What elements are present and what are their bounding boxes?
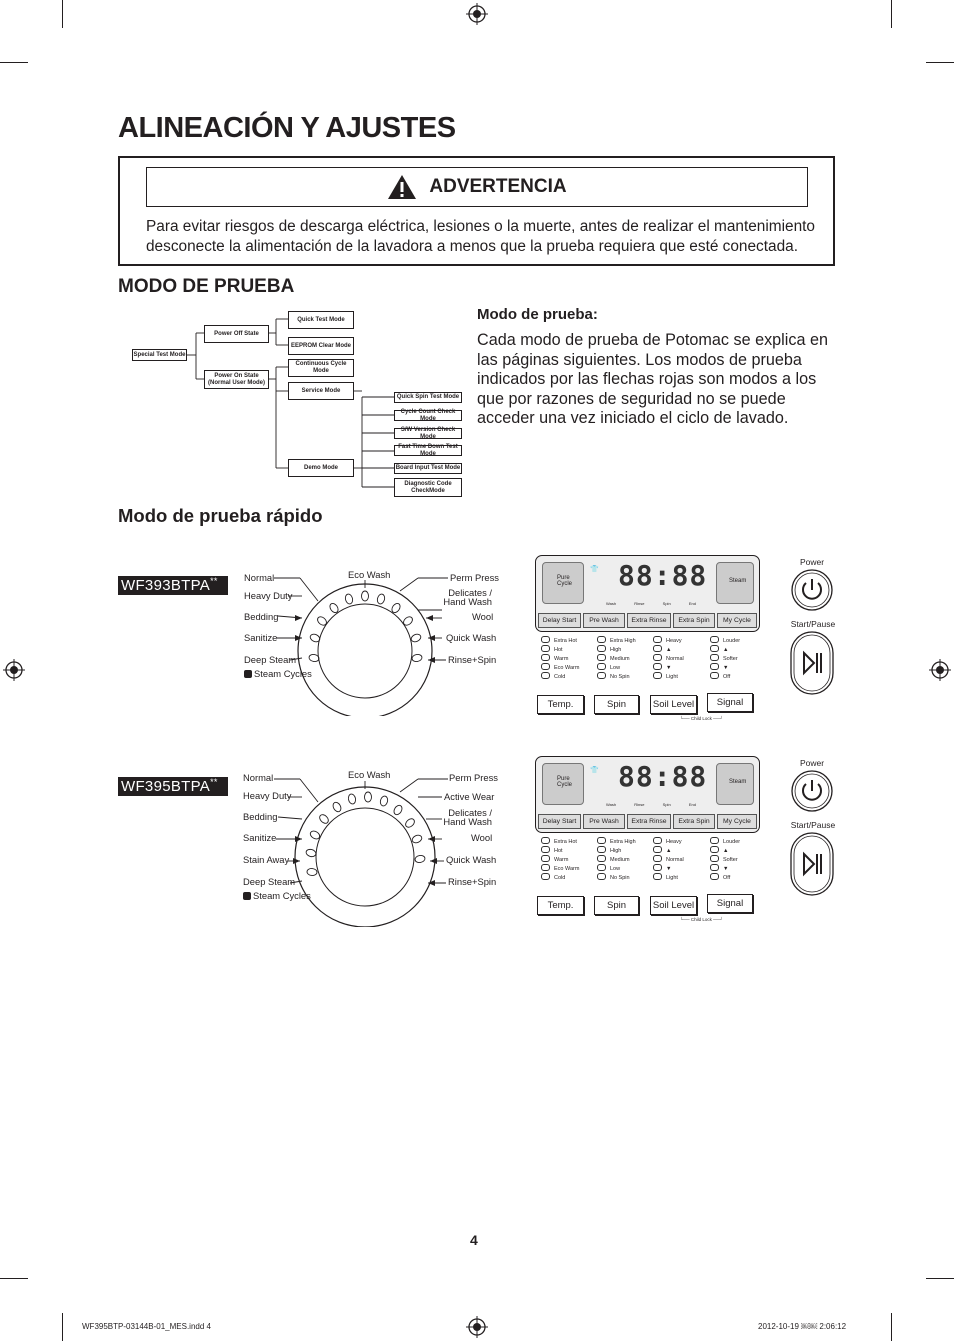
flow-cycle-count-check-mode: Cycle Count Check Mode: [394, 410, 462, 421]
cycle-label: Rinse+Spin: [448, 654, 497, 665]
option-label: ▲: [723, 848, 729, 854]
steam-icon: [243, 892, 251, 900]
signal-button[interactable]: Signal: [707, 693, 753, 712]
delay-start-button[interactable]: Delay Start: [538, 613, 581, 628]
warning-text: Para evitar riesgos de descarga eléctrica, lesiones o la muerte, antes de realizar el mantenimiento desconecte la alimentación de la lavadora a menos que la prueba requiera que esté conectada.: [146, 218, 815, 255]
option-label: ▲: [723, 647, 729, 653]
cycle-label: Normal: [244, 572, 275, 583]
extra-spin-button[interactable]: Extra Spin: [673, 814, 715, 829]
model-badge: [118, 576, 228, 595]
flow-board-input-test-mode: Board Input Test Mode: [394, 463, 462, 474]
cycle-label: Eco Wash: [348, 569, 391, 580]
option-label: Heavy: [666, 839, 682, 845]
child-lock-text: Child Lock: [690, 917, 712, 922]
option-label: ▼: [723, 866, 729, 872]
option-soil: [653, 837, 684, 882]
cycle-label: Delicates / Hand Wash: [443, 807, 492, 827]
cycle-label: Sanitize: [243, 832, 277, 843]
control-panel: [535, 555, 760, 632]
footer-date: 2012-10-19 ￼￼ 2:06:12: [758, 1322, 847, 1331]
signal-button[interactable]: Signal: [707, 894, 753, 913]
pure-cycle-button[interactable]: [542, 562, 584, 604]
stage-label: Rinse: [634, 601, 645, 606]
option-label: Heavy: [666, 638, 682, 644]
cycle-label: Normal: [243, 772, 274, 783]
registration-mark-icon: [466, 1316, 488, 1338]
cycle-label: Heavy Duty: [244, 590, 293, 601]
cycle-label: Stain Away: [243, 854, 290, 865]
footer-file: WF395BTP-03144B-01_MES.indd 4: [82, 1322, 211, 1331]
cycle-label: Perm Press: [449, 772, 498, 783]
crop-mark: [891, 0, 892, 28]
option-label: Normal: [666, 857, 684, 863]
option-label: ▼: [666, 665, 672, 671]
stage-label: Spin: [662, 802, 671, 807]
stage-indicator: [606, 601, 696, 606]
stage-label: Wash: [606, 802, 617, 807]
flow-eeprom-clear-mode: EEPROM Clear Mode: [288, 337, 354, 355]
steam-cycles-label: [243, 891, 311, 901]
option-label: Off: [723, 674, 731, 680]
flow-sw-version-check-mode: S/W Version Check Mode: [394, 428, 462, 439]
cycle-label: Deep Steam: [244, 654, 297, 665]
model-badge: [118, 777, 228, 796]
temp-button[interactable]: Temp.: [537, 896, 584, 915]
option-label: Hot: [554, 848, 563, 854]
pre-wash-button[interactable]: Pre Wash: [583, 613, 625, 628]
extra-spin-button[interactable]: Extra Spin: [673, 613, 715, 628]
cycle-label: Quick Wash: [446, 632, 497, 643]
option-label: ▼: [723, 665, 729, 671]
option-spin: [597, 837, 636, 882]
option-label: Medium: [610, 656, 630, 662]
crop-mark: [926, 62, 954, 63]
option-label: Warm: [554, 857, 569, 863]
option-label: Light: [666, 875, 678, 881]
power-button[interactable]: [790, 769, 834, 813]
stage-label: End: [688, 802, 696, 807]
page-title: ALINEACIÓN Y AJUSTES: [118, 112, 456, 144]
option-temp: [541, 636, 579, 681]
cycle-label: Sanitize: [244, 632, 278, 643]
pre-wash-button[interactable]: Pre Wash: [583, 814, 625, 829]
option-label: Medium: [610, 857, 630, 863]
option-label: Extra Hot: [554, 839, 577, 845]
registration-mark-icon: [466, 3, 488, 25]
description-text: Cada modo de prueba de Potomac se explica en las páginas siguientes. Los modos de prueba indicados por las flechas rojas son modos a los que por razones de seguridad no se puede acceder una vez iniciado el ciclo de lavado.: [477, 331, 828, 428]
stage-label: Wash: [606, 601, 617, 606]
option-label: Extra High: [610, 839, 636, 845]
steam-button[interactable]: [716, 562, 754, 604]
option-soil: [653, 636, 684, 681]
model-name: WF395BTPA: [121, 778, 211, 795]
option-signal: [710, 636, 740, 681]
cycle-label: Delicates / Hand Wash: [443, 587, 492, 607]
control-panel: [535, 756, 760, 833]
cycle-label: Rinse+Spin: [448, 876, 497, 887]
page-number: 4: [470, 1232, 478, 1248]
start-pause-button[interactable]: [790, 631, 834, 695]
crop-mark: [0, 1278, 28, 1279]
option-label: ▲: [666, 848, 672, 854]
steam-button[interactable]: [716, 763, 754, 805]
child-lock-text: Child Lock: [690, 716, 712, 721]
section-title-test-mode: MODO DE PRUEBA: [118, 276, 295, 297]
option-label: Louder: [723, 638, 741, 644]
option-label: No Spin: [610, 875, 630, 881]
option-label: Louder: [723, 839, 741, 845]
flow-power-off-state: Power Off State: [204, 325, 269, 343]
steam-cycles-text: Steam Cycles: [254, 668, 312, 679]
option-label: Cold: [554, 674, 566, 680]
soil-level-button[interactable]: Soil Level: [650, 896, 697, 915]
soil-level-button[interactable]: Soil Level: [650, 695, 697, 714]
option-label: Eco Warm: [554, 665, 580, 671]
option-label: Hot: [554, 647, 563, 653]
spin-button[interactable]: Spin: [594, 896, 639, 915]
cycle-label: Wool: [472, 611, 494, 622]
power-label: Power: [799, 758, 825, 768]
model-suffix: **: [210, 777, 218, 787]
option-label: Low: [610, 665, 621, 671]
steam-label: Steam: [729, 779, 747, 785]
option-label: High: [610, 647, 622, 653]
flow-demo-mode: Demo Mode: [288, 459, 354, 477]
registration-mark-icon: [929, 659, 951, 681]
my-cycle-button[interactable]: My Cycle: [717, 613, 757, 628]
option-label: Extra High: [610, 638, 636, 644]
child-lock-label: └── Child Lock ──┘: [680, 917, 723, 922]
option-label: No Spin: [610, 674, 630, 680]
cycle-label: Bedding: [244, 611, 279, 622]
warning-triangle-icon: [387, 174, 417, 200]
pure-cycle-label: Pure Cycle: [557, 575, 573, 587]
section-title-quick-test: Modo de prueba rápido: [118, 505, 323, 526]
option-label: Cold: [554, 875, 566, 881]
stage-label: Rinse: [634, 802, 645, 807]
shirt-icon: 👕: [590, 766, 599, 774]
option-label: Normal: [666, 656, 684, 662]
steam-icon: [244, 670, 252, 678]
description-title: Modo de prueba:: [477, 306, 598, 323]
option-label: ▼: [666, 866, 672, 872]
crop-mark: [926, 1278, 954, 1279]
flow-diagnostic-code-check-mode: Diagnostic Code CheckMode: [394, 478, 462, 497]
option-label: Softer: [723, 656, 738, 662]
steam-label: Steam: [729, 578, 747, 584]
option-label: Extra Hot: [554, 638, 577, 644]
flow-continuous-cycle-mode: Continuous Cycle Mode: [288, 359, 354, 377]
extra-rinse-button[interactable]: Extra Rinse: [627, 613, 671, 628]
model-name: WF393BTPA: [121, 577, 211, 594]
warning-header: [146, 167, 808, 207]
option-signal: [710, 837, 740, 882]
flow-service-mode: Service Mode: [288, 382, 354, 400]
option-label: High: [610, 848, 622, 854]
flow-power-on-state: Power On State (Normal User Mode): [204, 370, 269, 389]
pure-cycle-button[interactable]: [542, 763, 584, 805]
cycle-label: Eco Wash: [348, 769, 391, 780]
cycle-label: Wool: [471, 832, 493, 843]
steam-cycles-text: Steam Cycles: [253, 890, 311, 901]
pure-cycle-label: Pure Cycle: [557, 776, 573, 788]
time-display: 88:88: [618, 559, 708, 592]
option-label: ▲: [666, 647, 672, 653]
option-label: Softer: [723, 857, 738, 863]
flow-special-test-mode: Special Test Mode: [132, 349, 187, 361]
option-temp: [541, 837, 579, 882]
option-label: Eco Warm: [554, 866, 580, 872]
flow-quick-test-mode: Quick Test Mode: [288, 311, 354, 329]
spin-button[interactable]: Spin: [594, 695, 639, 714]
cycle-label: Deep Steam: [243, 876, 296, 887]
model-suffix: **: [210, 576, 218, 586]
crop-mark: [62, 1313, 63, 1341]
steam-cycles-label: [244, 669, 312, 679]
option-label: Low: [610, 866, 621, 872]
cycle-label: Perm Press: [450, 572, 499, 583]
option-label: Light: [666, 674, 678, 680]
cycle-label: Quick Wash: [446, 854, 497, 865]
cycle-label: Active Wear: [444, 791, 495, 802]
start-pause-label: Start/Pause: [790, 820, 836, 830]
cycle-label: Bedding: [243, 811, 278, 822]
option-label: Off: [723, 875, 731, 881]
stage-indicator: [606, 802, 696, 807]
start-pause-label: Start/Pause: [790, 619, 836, 629]
option-spin: [597, 636, 636, 681]
start-pause-button[interactable]: [790, 832, 834, 896]
cycle-label: Heavy Duty: [243, 790, 292, 801]
child-lock-label: └── Child Lock ──┘: [680, 716, 723, 721]
shirt-icon: 👕: [590, 565, 599, 573]
power-label: Power: [799, 557, 825, 567]
temp-button[interactable]: Temp.: [537, 695, 584, 714]
extra-rinse-button[interactable]: Extra Rinse: [627, 814, 671, 829]
power-button[interactable]: [790, 568, 834, 612]
warning-heading: ADVERTENCIA: [429, 176, 567, 197]
stage-label: Spin: [662, 601, 671, 606]
crop-mark: [62, 0, 63, 28]
crop-mark: [0, 62, 28, 63]
delay-start-button[interactable]: Delay Start: [538, 814, 581, 829]
crop-mark: [891, 1313, 892, 1341]
time-display: 88:88: [618, 760, 708, 793]
flow-fast-time-down-test-mode: Fast Time Down Test Mode: [394, 445, 462, 456]
my-cycle-button[interactable]: My Cycle: [717, 814, 757, 829]
registration-mark-icon: [3, 659, 25, 681]
option-label: Warm: [554, 656, 569, 662]
flow-quick-spin-test-mode: Quick Spin Test Mode: [394, 392, 462, 403]
stage-label: End: [688, 601, 696, 606]
